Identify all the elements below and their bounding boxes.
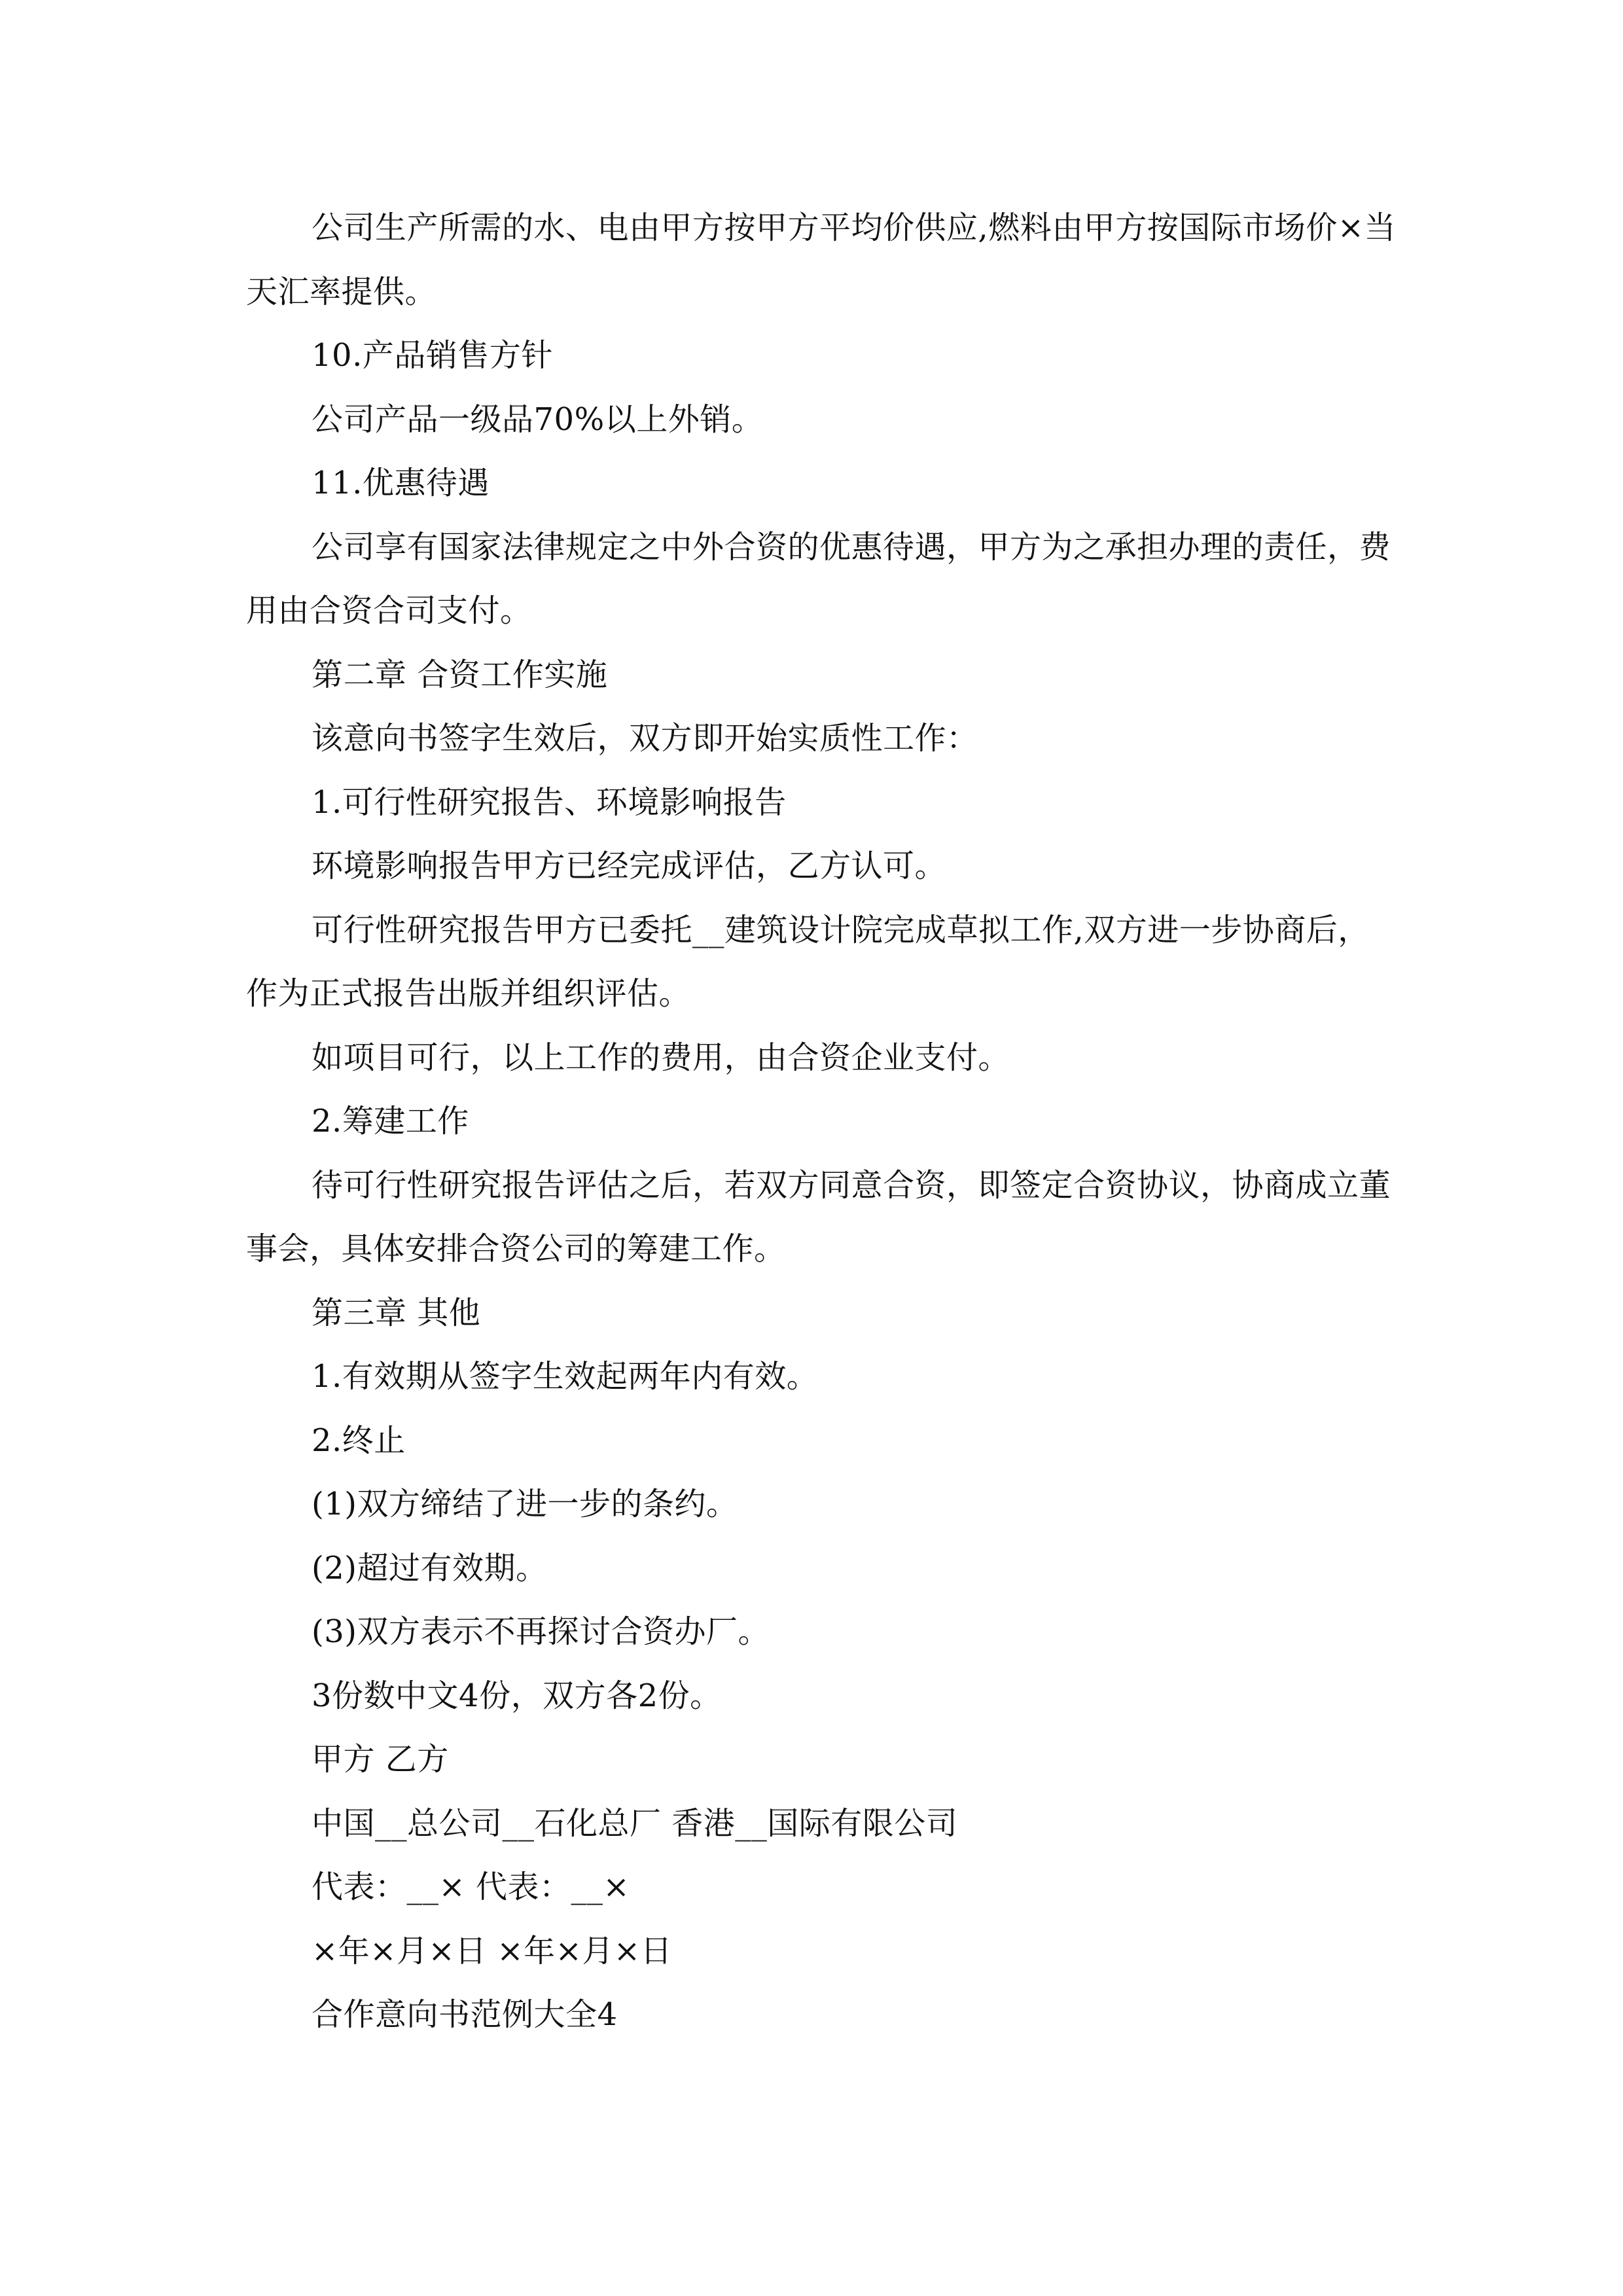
heading-sales-policy: 10.产品销售方针 bbox=[312, 337, 553, 374]
chapter-two-title: 第二章 合资工作实施 bbox=[312, 656, 608, 693]
signing-dates: ×年×月×日 ×年×月×日 bbox=[312, 1932, 673, 1969]
document-body bbox=[246, 196, 1398, 2047]
paragraph-utilities: 公司生产所需的水、电由甲方按甲方平均价供应,燃料由甲方按国际市场价×当天汇率提供。 bbox=[246, 209, 1396, 310]
heading-preferential-treatment: 11.优惠待遇 bbox=[312, 465, 490, 501]
parties-label: 甲方 乙方 bbox=[312, 1741, 449, 1778]
heading-preparation: 2.筹建工作 bbox=[312, 1103, 469, 1139]
paragraph-preparation: 待可行性研究报告评估之后，若双方同意合资，即签定合资协议，协商成立董事会，具体安排合资公司的筹建工作。 bbox=[246, 1166, 1391, 1267]
chapter-three-title: 第三章 其他 bbox=[312, 1294, 481, 1331]
parties-names: 中国__总公司__石化总厂 香港__国际有限公司 bbox=[312, 1804, 958, 1842]
next-section-title: 合作意向书范例大全4 bbox=[312, 1996, 618, 2033]
termination-item-2: (2)超过有效期。 bbox=[312, 1549, 548, 1587]
termination-item-1: (1)双方缔结了进一步的条约。 bbox=[312, 1486, 738, 1522]
paragraph-preferential-treatment: 公司享有国家法律规定之中外合资的优惠待遇，甲方为之承担办理的责任，费用由合资合司支付。 bbox=[246, 528, 1391, 629]
representatives: 代表：__× 代表：__× bbox=[312, 1869, 630, 1905]
paragraph-export-ratio: 公司产品一级品70%以上外销。 bbox=[312, 401, 764, 438]
heading-termination: 2.终止 bbox=[312, 1422, 406, 1459]
paragraph-effective-start: 该意向书签字生效后，双方即开始实质性工作： bbox=[312, 720, 978, 757]
paragraph-copies: 3份数中文4份，双方各2份。 bbox=[312, 1677, 722, 1714]
paragraph-costs: 如项目可行，以上工作的费用，由合资企业支付。 bbox=[312, 1039, 1010, 1076]
heading-feasibility-reports: 1.可行性研究报告、环境影响报告 bbox=[312, 783, 787, 821]
paragraph-validity: 1.有效期从签字生效起两年内有效。 bbox=[312, 1358, 819, 1395]
paragraph-environment-report: 环境影响报告甲方已经完成评估，乙方认可。 bbox=[312, 848, 947, 884]
paragraph-feasibility-report: 可行性研究报告甲方已委托__建筑设计院完成草拟工作,双方进一步协商后，作为正式报告出版并组织评估。 bbox=[246, 911, 1370, 1012]
termination-item-3: (3)双方表示不再探讨合资办厂。 bbox=[312, 1613, 770, 1650]
